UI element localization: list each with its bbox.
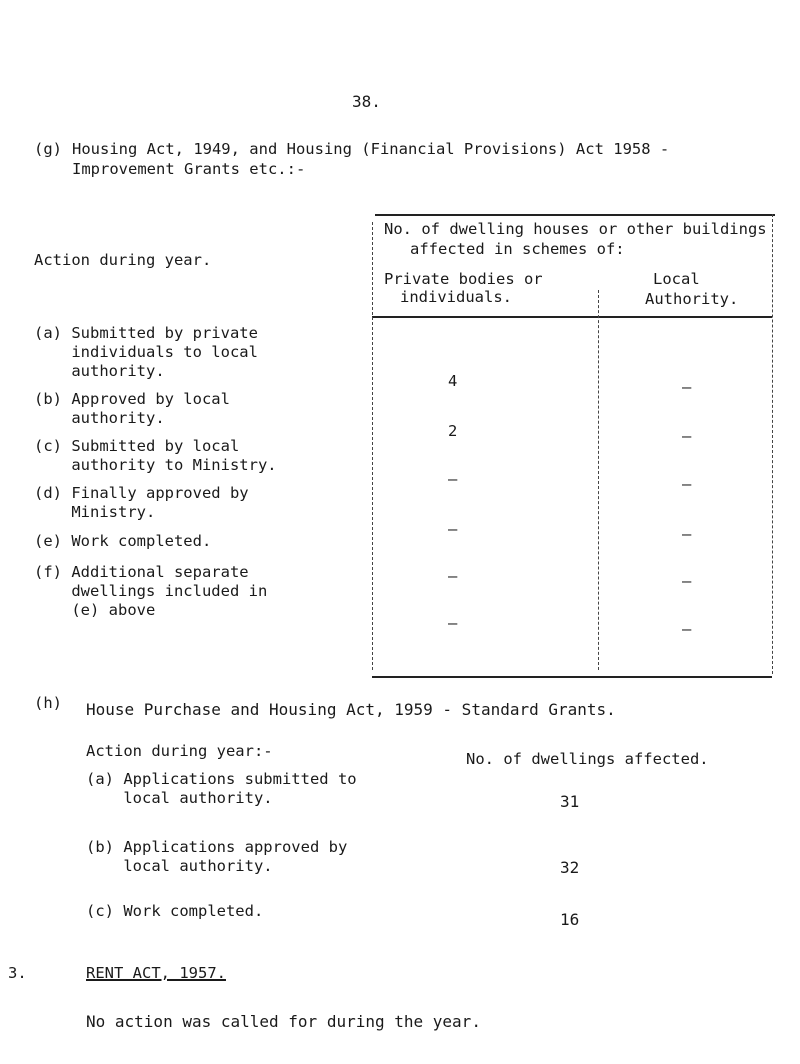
private-value-b: 2	[448, 422, 458, 440]
col-action-header: Action during year.	[34, 251, 212, 269]
col-group-header-line2: affected in schemes of:	[410, 240, 625, 258]
page-number: 38.	[352, 92, 381, 111]
section-h-value-header: No. of dwellings affected.	[466, 750, 709, 768]
table-top-rule	[375, 214, 775, 216]
col-local-header-line2: Authority.	[645, 290, 739, 308]
section-h-marker: (h)	[34, 694, 62, 712]
local-value-f: –	[682, 620, 692, 638]
table-header-rule	[372, 316, 772, 318]
row-label-e: (e) Work completed.	[34, 532, 212, 550]
row-label-b: (b) Approved by local authority.	[34, 390, 230, 427]
private-value-c: –	[448, 470, 458, 488]
table-left-divider	[372, 222, 373, 670]
section-h-value-a: 31	[560, 792, 580, 811]
local-value-c: –	[682, 475, 692, 493]
section-3-text: No action was called for during the year.	[86, 1012, 481, 1031]
row-label-d: (d) Finally approved by Ministry.	[34, 484, 249, 521]
table-right-divider	[772, 214, 773, 674]
col-private-header-line2: individuals.	[400, 288, 512, 306]
section-h-row-label-c: (c) Work completed.	[86, 902, 264, 920]
row-label-a: (a) Submitted by private individuals to local authority.	[34, 324, 258, 380]
section-h-action-header: Action during year:-	[86, 742, 273, 760]
col-group-header-line1: No. of dwelling houses or other buildings	[384, 220, 767, 238]
section-h-row-label-a: (a) Applications submitted to local authority.	[86, 770, 357, 807]
local-value-d: –	[682, 525, 692, 543]
col-local-header-line1: Local	[653, 270, 700, 288]
section-h-heading: House Purchase and Housing Act, 1959 - Standard Grants.	[86, 700, 616, 719]
section-g-heading-line2: Improvement Grants etc.:-	[72, 160, 306, 178]
section-h-row-label-b: (b) Applications approved by local authority.	[86, 838, 348, 875]
local-value-a: –	[682, 378, 692, 396]
row-label-f: (f) Additional separate dwellings included in (e) above	[34, 563, 268, 619]
section-h-value-c: 16	[560, 910, 580, 929]
private-value-a: 4	[448, 372, 458, 390]
local-value-b: –	[682, 427, 692, 445]
section-g-heading-line1: Housing Act, 1949, and Housing (Financial Provisions) Act 1958 -	[72, 140, 670, 158]
table-bottom-rule	[372, 676, 772, 678]
section-3-number: 3.	[8, 964, 27, 982]
table-middle-divider	[598, 290, 599, 670]
section-g-marker: (g)	[34, 140, 62, 158]
private-value-e: –	[448, 567, 458, 585]
private-value-f: –	[448, 614, 458, 632]
col-private-header-line1: Private bodies or	[384, 270, 543, 288]
section-3-heading: RENT ACT, 1957.	[86, 964, 226, 982]
row-label-c: (c) Submitted by local authority to Ministry.	[34, 437, 277, 474]
section-h-value-b: 32	[560, 858, 580, 877]
local-value-e: –	[682, 572, 692, 590]
private-value-d: –	[448, 520, 458, 538]
